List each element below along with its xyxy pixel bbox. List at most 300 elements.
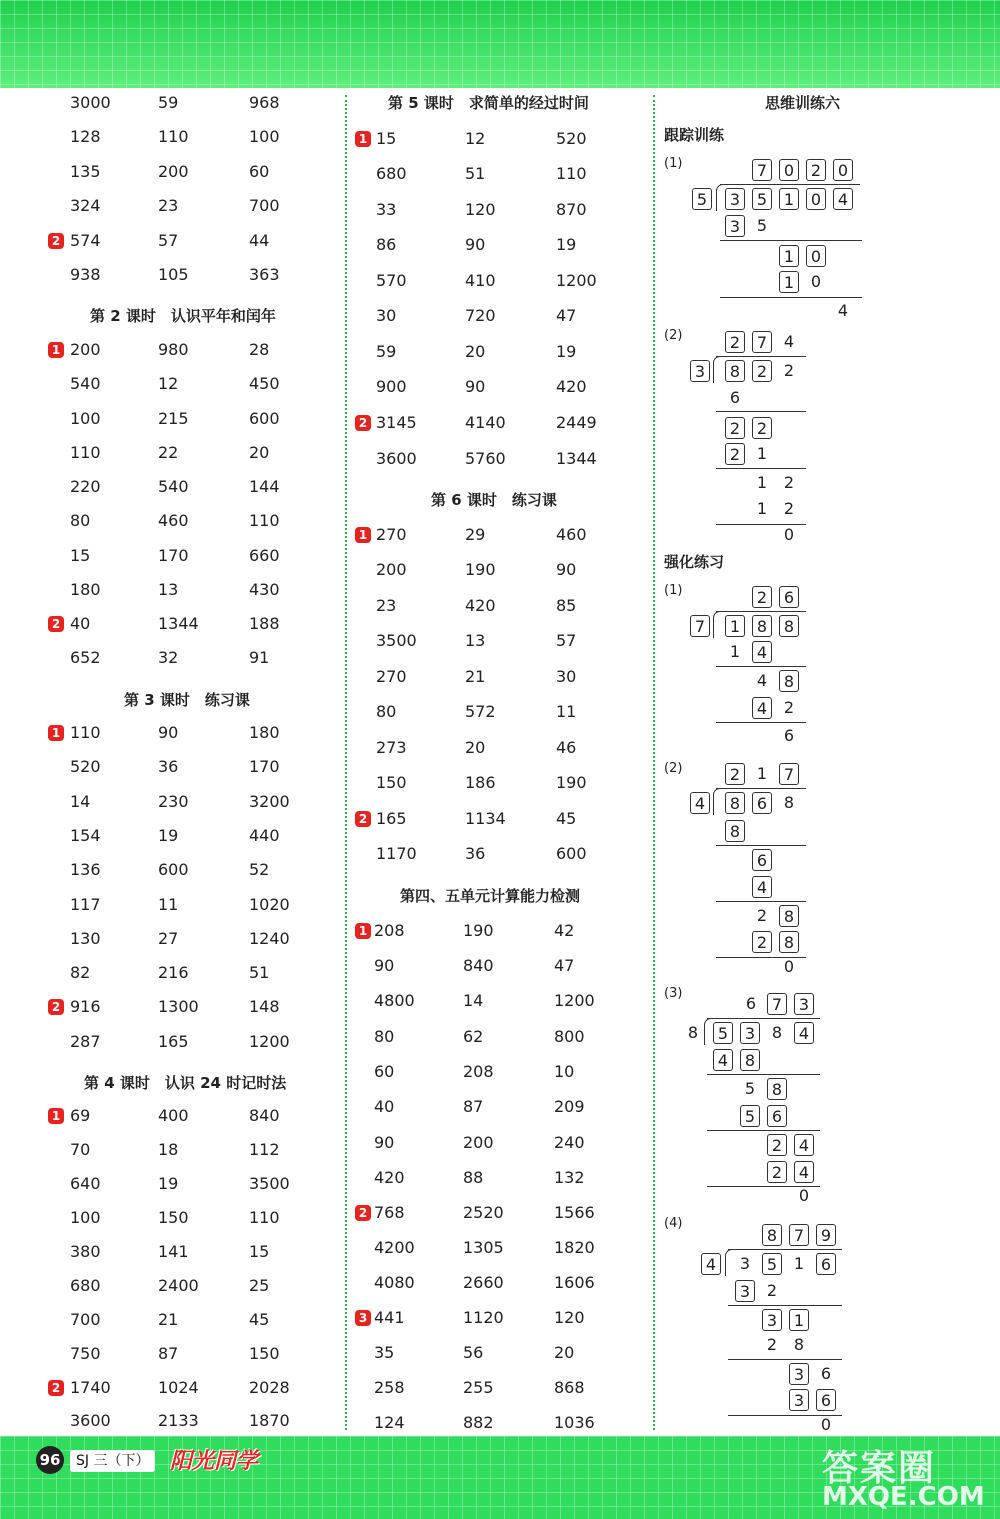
step-digit: 8 xyxy=(779,905,799,927)
dividend-digit: 1 xyxy=(793,1254,805,1273)
answer-value: 40 xyxy=(70,614,91,633)
answer-value: 720 xyxy=(465,306,496,325)
answer-value: 2520 xyxy=(463,1203,504,1222)
answer-value: 15 xyxy=(70,546,91,565)
tracking-heading: 跟踪训练 xyxy=(664,126,725,144)
answer-value: 18 xyxy=(158,1140,179,1159)
quotient-digit: 2 xyxy=(752,586,772,608)
answer-value: 60 xyxy=(374,1062,395,1081)
answer-value: 220 xyxy=(70,477,101,496)
answer-value: 570 xyxy=(376,271,407,290)
answer-value: 1820 xyxy=(554,1238,595,1257)
answer-value: 110 xyxy=(249,511,280,530)
quotient-digit: 3 xyxy=(794,993,814,1015)
dividend-digit: 0 xyxy=(806,188,826,210)
answer-value: 1200 xyxy=(556,271,597,290)
step-digit: 8 xyxy=(725,820,745,842)
answer-value: 112 xyxy=(249,1140,280,1159)
column-divider xyxy=(345,95,347,1430)
answer-value: 165 xyxy=(376,809,407,828)
answer-value: 150 xyxy=(249,1344,280,1363)
dividend-digit: 8 xyxy=(725,792,745,814)
answer-value: 47 xyxy=(556,306,577,325)
remainder-digit: 0 xyxy=(798,1186,810,1205)
answer-value: 90 xyxy=(465,377,486,396)
answer-value: 600 xyxy=(158,860,189,879)
quotient-digit: 7 xyxy=(752,331,772,353)
answer-value: 363 xyxy=(249,265,280,284)
answer-value: 2028 xyxy=(249,1378,290,1397)
answer-value: 154 xyxy=(70,826,101,845)
answer-value: 59 xyxy=(158,93,179,112)
quotient-digit: 7 xyxy=(789,1224,809,1246)
answer-value: 4200 xyxy=(374,1238,415,1257)
answer-value: 968 xyxy=(249,93,280,112)
answer-value: 80 xyxy=(374,1027,395,1046)
division-bracket xyxy=(725,1249,732,1276)
answer-value: 190 xyxy=(556,773,587,792)
answer-value: 47 xyxy=(554,956,575,975)
quotient-digit: 6 xyxy=(779,586,799,608)
answer-value: 12 xyxy=(158,374,179,393)
answer-value: 120 xyxy=(465,200,496,219)
problem-label: (4) xyxy=(664,1216,683,1231)
answer-value: 150 xyxy=(376,773,407,792)
quotient-digit: 7 xyxy=(767,993,787,1015)
dividend-digit: 8 xyxy=(771,1023,783,1042)
page-number: 96 xyxy=(36,1446,64,1474)
top-decorative-band xyxy=(0,0,1000,88)
answer-value: 100 xyxy=(70,1208,101,1227)
answer-value: 287 xyxy=(70,1032,101,1051)
dividend-digit: 3 xyxy=(740,1022,760,1044)
lesson-title: 第 4 课时 认识 24 时记时法 xyxy=(84,1074,287,1092)
step-digit: 5 xyxy=(740,1105,760,1127)
quotient-digit: 2 xyxy=(806,159,826,181)
answer-value: 1134 xyxy=(465,809,506,828)
answer-value: 132 xyxy=(554,1168,585,1187)
step-digit: 3 xyxy=(725,215,745,237)
answer-value: 105 xyxy=(158,265,189,284)
subtraction-line xyxy=(716,411,806,412)
subtraction-line xyxy=(728,1305,842,1306)
answer-value: 80 xyxy=(70,511,91,530)
answer-value: 42 xyxy=(554,921,575,940)
answer-value: 90 xyxy=(158,723,179,742)
answer-value: 255 xyxy=(463,1378,494,1397)
answer-value: 100 xyxy=(249,127,280,146)
division-bar xyxy=(716,356,806,357)
answer-value: 52 xyxy=(249,860,270,879)
answer-value: 840 xyxy=(249,1106,280,1125)
answer-value: 1240 xyxy=(249,929,290,948)
dividend-digit: 8 xyxy=(779,615,799,637)
answer-value: 700 xyxy=(249,196,280,215)
divisor-digit: 4 xyxy=(690,792,710,814)
answer-value: 170 xyxy=(249,757,280,776)
answer-value: 900 xyxy=(376,377,407,396)
answer-value: 14 xyxy=(70,792,91,811)
answer-value: 82 xyxy=(70,963,91,982)
remainder-digit: 0 xyxy=(820,1415,832,1434)
answer-value: 190 xyxy=(463,921,494,940)
answer-value: 14 xyxy=(463,991,484,1010)
step-digit: 6 xyxy=(816,1389,836,1411)
dividend-digit: 8 xyxy=(725,360,745,382)
answer-value: 441 xyxy=(374,1308,405,1327)
answer-value: 460 xyxy=(556,525,587,544)
question-number-badge: 2 xyxy=(48,1380,64,1396)
watermark-top-text: 答案圈 xyxy=(822,1448,937,1489)
dividend-digit: 6 xyxy=(816,1253,836,1275)
answer-value: 216 xyxy=(158,963,189,982)
dividend-digit: 1 xyxy=(779,188,799,210)
step-digit: 2 xyxy=(752,417,772,439)
question-number-badge: 1 xyxy=(48,725,64,741)
dividend-digit: 5 xyxy=(713,1022,733,1044)
answer-value: 88 xyxy=(463,1168,484,1187)
step-digit: 4 xyxy=(752,641,772,663)
answer-value: 85 xyxy=(556,596,577,615)
quotient-digit: 6 xyxy=(745,994,757,1013)
answer-value: 1344 xyxy=(158,614,199,633)
answer-value: 20 xyxy=(554,1343,575,1362)
answer-value: 1020 xyxy=(249,895,290,914)
answer-value: 1870 xyxy=(249,1411,290,1430)
answer-value: 230 xyxy=(158,792,189,811)
answer-value: 380 xyxy=(70,1242,101,1261)
answer-value: 450 xyxy=(249,374,280,393)
answer-value: 324 xyxy=(70,196,101,215)
answer-value: 29 xyxy=(465,525,486,544)
question-number-badge: 2 xyxy=(355,415,371,431)
quotient-digit: 9 xyxy=(816,1224,836,1246)
answer-value: 1740 xyxy=(70,1378,111,1397)
answer-value: 660 xyxy=(249,546,280,565)
answer-value: 1024 xyxy=(158,1378,199,1397)
answer-value: 19 xyxy=(556,235,577,254)
answer-value: 40 xyxy=(374,1097,395,1116)
step-digit: 4 xyxy=(794,1161,814,1183)
answer-value: 165 xyxy=(158,1032,189,1051)
answer-value: 2660 xyxy=(463,1273,504,1292)
answer-value: 51 xyxy=(465,164,486,183)
answer-value: 59 xyxy=(376,342,397,361)
subtraction-line xyxy=(716,666,806,667)
answer-value: 28 xyxy=(249,340,270,359)
answer-value: 460 xyxy=(158,511,189,530)
answer-value: 410 xyxy=(465,271,496,290)
answer-value: 90 xyxy=(374,1133,395,1152)
answer-value: 938 xyxy=(70,265,101,284)
answer-value: 10 xyxy=(554,1062,575,1081)
answer-value: 270 xyxy=(376,667,407,686)
division-bracket xyxy=(716,184,723,211)
answer-value: 200 xyxy=(158,162,189,181)
answer-value: 3000 xyxy=(70,93,111,112)
lesson-title: 第 2 课时 认识平年和闰年 xyxy=(90,307,276,325)
section-title: 思维训练六 xyxy=(765,94,841,112)
remainder-digit: 0 xyxy=(783,525,795,544)
answer-value: 750 xyxy=(70,1344,101,1363)
answer-value: 870 xyxy=(556,200,587,219)
answer-value: 51 xyxy=(249,963,270,982)
step-digit: 2 xyxy=(767,1161,787,1183)
question-number-badge: 1 xyxy=(355,923,371,939)
answer-value: 2449 xyxy=(556,413,597,432)
answer-value: 11 xyxy=(556,702,577,721)
answer-value: 1200 xyxy=(249,1032,290,1051)
step-digit: 1 xyxy=(789,1309,809,1331)
answer-value: 57 xyxy=(556,631,577,650)
answer-value: 90 xyxy=(465,235,486,254)
lesson-title: 第 5 课时 求简单的经过时间 xyxy=(388,94,589,112)
answer-value: 130 xyxy=(70,929,101,948)
answer-value: 540 xyxy=(158,477,189,496)
answer-value: 640 xyxy=(70,1174,101,1193)
answer-value: 44 xyxy=(249,231,270,250)
answer-value: 3500 xyxy=(376,631,417,650)
watermark xyxy=(822,1440,998,1518)
column-divider xyxy=(653,95,655,1430)
problem-label: (1) xyxy=(664,156,683,171)
answer-value: 980 xyxy=(158,340,189,359)
answer-value: 15 xyxy=(376,129,397,148)
answer-value: 30 xyxy=(556,667,577,686)
division-bracket xyxy=(713,788,720,815)
dividend-digit: 1 xyxy=(725,615,745,637)
step-digit: 2 xyxy=(725,417,745,439)
problem-label: (2) xyxy=(664,761,683,776)
answer-value: 3600 xyxy=(70,1411,111,1430)
answer-value: 46 xyxy=(556,738,577,757)
answer-value: 200 xyxy=(376,560,407,579)
answer-value: 520 xyxy=(70,757,101,776)
answer-value: 86 xyxy=(376,235,397,254)
remainder-digit: 0 xyxy=(783,957,795,976)
answer-value: 680 xyxy=(376,164,407,183)
answer-value: 1120 xyxy=(463,1308,504,1327)
step-digit: 6 xyxy=(767,1105,787,1127)
answer-value: 87 xyxy=(463,1097,484,1116)
answer-value: 2133 xyxy=(158,1411,199,1430)
brand-logo: 阳光同学 xyxy=(170,1449,259,1474)
step-digit: 1 xyxy=(756,473,768,492)
step-digit: 6 xyxy=(729,388,741,407)
division-bar xyxy=(716,788,806,789)
answer-value: 273 xyxy=(376,738,407,757)
watermark-bottom-text: MXQE.COM xyxy=(822,1482,985,1512)
answer-value: 69 xyxy=(70,1106,91,1125)
answer-value: 56 xyxy=(463,1343,484,1362)
answer-value: 35 xyxy=(374,1343,395,1362)
answer-value: 882 xyxy=(463,1413,494,1432)
answer-value: 12 xyxy=(465,129,486,148)
answer-value: 135 xyxy=(70,162,101,181)
question-number-badge: 3 xyxy=(355,1310,371,1326)
quotient-digit: 2 xyxy=(725,331,745,353)
answer-value: 110 xyxy=(556,164,587,183)
division-bracket xyxy=(713,356,720,383)
answer-value: 3600 xyxy=(376,449,417,468)
answer-value: 574 xyxy=(70,231,101,250)
step-digit: 1 xyxy=(779,245,799,267)
step-digit: 1 xyxy=(756,444,768,463)
division-bar xyxy=(707,1018,820,1019)
answer-value: 1566 xyxy=(554,1203,595,1222)
step-digit: 4 xyxy=(752,876,772,898)
step-digit: 8 xyxy=(767,1078,787,1100)
answer-value: 3200 xyxy=(249,792,290,811)
answer-value: 36 xyxy=(465,844,486,863)
problem-label: (3) xyxy=(664,986,683,1001)
step-digit: 3 xyxy=(789,1363,809,1385)
answer-value: 21 xyxy=(465,667,486,686)
answer-value: 87 xyxy=(158,1344,179,1363)
step-digit: 0 xyxy=(810,272,822,291)
dividend-digit: 3 xyxy=(739,1254,751,1273)
answer-value: 868 xyxy=(554,1378,585,1397)
dividend-digit: 4 xyxy=(833,188,853,210)
answer-value: 136 xyxy=(70,860,101,879)
answer-value: 1200 xyxy=(554,991,595,1010)
answer-value: 30 xyxy=(376,306,397,325)
problem-label: (2) xyxy=(664,328,683,343)
subtraction-line xyxy=(716,468,806,469)
answer-value: 186 xyxy=(465,773,496,792)
answer-value: 258 xyxy=(374,1378,405,1397)
step-digit: 2 xyxy=(783,473,795,492)
step-digit: 2 xyxy=(766,1281,778,1300)
dividend-digit: 3 xyxy=(725,188,745,210)
step-digit: 5 xyxy=(744,1079,756,1098)
answer-value: 600 xyxy=(249,409,280,428)
answer-value: 110 xyxy=(249,1208,280,1227)
lesson-title: 第 3 课时 练习课 xyxy=(124,691,250,709)
answer-value: 1305 xyxy=(463,1238,504,1257)
dividend-digit: 5 xyxy=(762,1253,782,1275)
answer-value: 117 xyxy=(70,895,101,914)
answer-value: 240 xyxy=(554,1133,585,1152)
answer-value: 215 xyxy=(158,409,189,428)
answer-value: 25 xyxy=(249,1276,270,1295)
step-digit: 2 xyxy=(766,1335,778,1354)
answer-value: 430 xyxy=(249,580,280,599)
quotient-digit: 0 xyxy=(833,159,853,181)
answer-value: 91 xyxy=(249,648,270,667)
quotient-digit: 2 xyxy=(725,763,745,785)
answer-value: 45 xyxy=(556,809,577,828)
answer-value: 20 xyxy=(249,443,270,462)
divisor-digit: 3 xyxy=(690,360,710,382)
question-number-badge: 2 xyxy=(48,616,64,632)
answer-value: 90 xyxy=(556,560,577,579)
quotient-digit: 7 xyxy=(779,763,799,785)
step-digit: 4 xyxy=(713,1049,733,1071)
answer-value: 27 xyxy=(158,929,179,948)
step-digit: 8 xyxy=(793,1335,805,1354)
question-number-badge: 2 xyxy=(355,811,371,827)
quotient-digit: 7 xyxy=(752,159,772,181)
divisor-digit: 5 xyxy=(692,188,712,210)
quotient-digit: 1 xyxy=(756,764,768,783)
answer-value: 400 xyxy=(158,1106,189,1125)
subtraction-line xyxy=(728,1359,842,1360)
answer-value: 110 xyxy=(158,127,189,146)
answer-value: 420 xyxy=(465,596,496,615)
divisor-digit: 4 xyxy=(701,1253,721,1275)
answer-value: 100 xyxy=(70,409,101,428)
step-digit: 8 xyxy=(740,1049,760,1071)
step-digit: 6 xyxy=(820,1364,832,1383)
answer-value: 1036 xyxy=(554,1413,595,1432)
answer-value: 3145 xyxy=(376,413,417,432)
answer-value: 90 xyxy=(374,956,395,975)
dividend-digit: 4 xyxy=(794,1022,814,1044)
answer-value: 45 xyxy=(249,1310,270,1329)
answer-value: 19 xyxy=(158,1174,179,1193)
answer-value: 33 xyxy=(376,200,397,219)
question-number-badge: 1 xyxy=(48,342,64,358)
answer-value: 23 xyxy=(158,196,179,215)
answer-value: 170 xyxy=(158,546,189,565)
answer-value: 4800 xyxy=(374,991,415,1010)
answer-value: 440 xyxy=(249,826,280,845)
answer-value: 13 xyxy=(158,580,179,599)
answer-value: 3500 xyxy=(249,1174,290,1193)
step-digit: 4 xyxy=(794,1134,814,1156)
answer-value: 110 xyxy=(70,443,101,462)
answer-value: 1344 xyxy=(556,449,597,468)
answer-value: 70 xyxy=(70,1140,91,1159)
answer-value: 600 xyxy=(556,844,587,863)
step-digit: 2 xyxy=(783,698,795,717)
answer-value: 4080 xyxy=(374,1273,415,1292)
answer-value: 11 xyxy=(158,895,179,914)
step-digit: 0 xyxy=(806,245,826,267)
division-bar xyxy=(728,1249,842,1250)
answer-value: 270 xyxy=(376,525,407,544)
answer-value: 800 xyxy=(554,1027,585,1046)
answer-value: 768 xyxy=(374,1203,405,1222)
answer-value: 652 xyxy=(70,648,101,667)
quotient-digit: 4 xyxy=(783,332,795,351)
step-digit: 2 xyxy=(783,499,795,518)
step-digit: 1 xyxy=(756,499,768,518)
answer-value: 57 xyxy=(158,231,179,250)
question-number-badge: 1 xyxy=(48,1108,64,1124)
question-number-badge: 1 xyxy=(355,131,371,147)
division-bracket xyxy=(704,1018,711,1045)
answer-value: 180 xyxy=(70,580,101,599)
dividend-digit: 5 xyxy=(752,188,772,210)
division-bar xyxy=(716,611,806,612)
subtraction-line xyxy=(707,1130,820,1131)
divisor-digit: 8 xyxy=(687,1023,699,1042)
answer-value: 20 xyxy=(465,738,486,757)
answer-value: 572 xyxy=(465,702,496,721)
division-bracket xyxy=(713,611,720,638)
answer-value: 19 xyxy=(556,342,577,361)
step-digit: 4 xyxy=(752,697,772,719)
question-number-badge: 2 xyxy=(355,1205,371,1221)
answer-value: 4140 xyxy=(465,413,506,432)
answer-value: 1170 xyxy=(376,844,417,863)
answer-value: 32 xyxy=(158,648,179,667)
problem-label: (1) xyxy=(664,583,683,598)
answer-value: 420 xyxy=(374,1168,405,1187)
answer-value: 20 xyxy=(465,342,486,361)
